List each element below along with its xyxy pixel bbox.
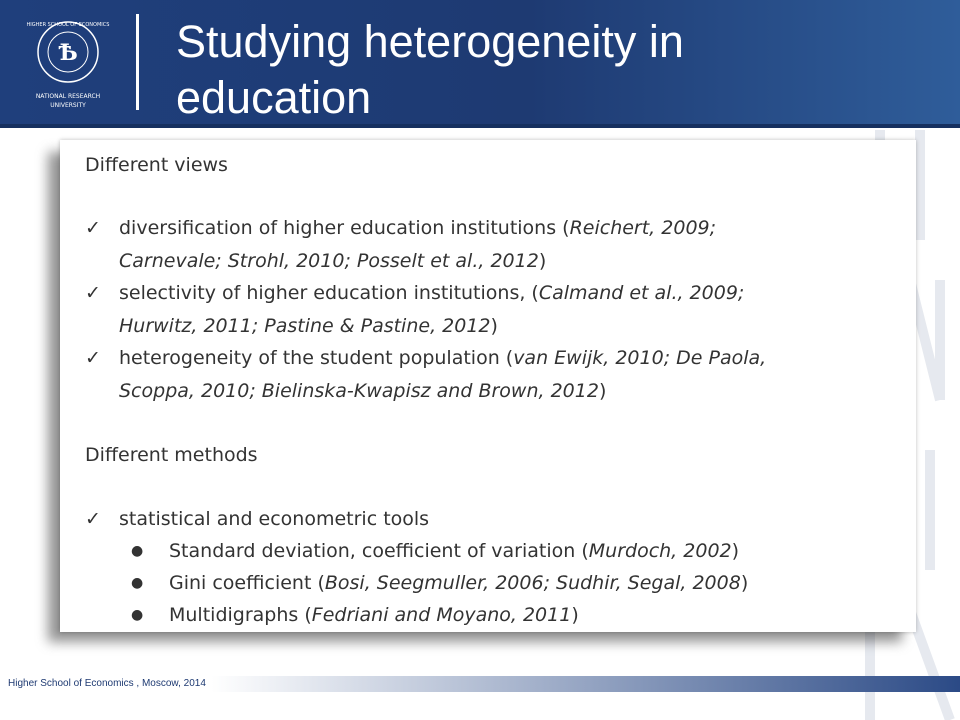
view-item-3-line-2: Scoppa, 2010; Bielinska-Kwapisz and Brown, 2012) <box>119 380 607 402</box>
logo-caption-1: NATIONAL RESEARCH <box>35 93 101 100</box>
method-item-3: Multidigraphs (Fedriani and Moyano, 2011) <box>169 604 579 626</box>
method-item-2: Gini coefficient (Bosi, Seegmuller, 2006; Sudhir, Segal, 2008) <box>169 572 749 594</box>
bullet-dot-icon: ● <box>131 543 144 559</box>
method-main: statistical and econometric tools <box>119 508 430 530</box>
check-icon: ✓ <box>85 217 101 239</box>
method-item-1: Standard deviation, coefficient of variation (Murdoch, 2002) <box>169 540 740 562</box>
view-item-2-line-2: Hurwitz, 2011; Pastine & Pastine, 2012) <box>119 315 498 337</box>
footer-text: Higher School of Economics , Moscow, 2014 <box>8 678 206 689</box>
check-icon: ✓ <box>85 282 101 304</box>
view-item-1-line-1: diversification of higher education institutions (Reichert, 2009; <box>119 217 717 239</box>
svg-text:Ѣ: Ѣ <box>58 40 78 66</box>
check-icon: ✓ <box>85 347 101 369</box>
title-line-1: Studying heterogeneity in <box>176 16 684 67</box>
heading-different-views: Different views <box>85 154 228 176</box>
heading-different-methods: Different methods <box>85 444 258 466</box>
view-item-1-line-2: Carnevale; Strohl, 2010; Posselt et al., 2012) <box>119 250 547 272</box>
view-item-2-line-1: selectivity of higher education institutions, (Calmand et al., 2009; <box>119 282 745 304</box>
logo-ring-text: HIGHER SCHOOL OF ECONOMICS <box>26 22 110 28</box>
hse-logo-icon <box>18 10 118 120</box>
slide-title <box>176 14 936 126</box>
bullet-dot-icon: ● <box>131 607 144 623</box>
title-line-2: education <box>176 72 372 123</box>
header-divider <box>136 14 139 110</box>
bullet-dot-icon: ● <box>131 575 144 591</box>
logo-caption-2: UNIVERSITY <box>50 102 86 109</box>
view-item-3-line-1: heterogeneity of the student population (van Ewijk, 2010; De Paola, <box>119 347 767 369</box>
slide-header <box>0 0 960 128</box>
header-stripe <box>0 124 960 128</box>
check-icon: ✓ <box>85 508 101 530</box>
